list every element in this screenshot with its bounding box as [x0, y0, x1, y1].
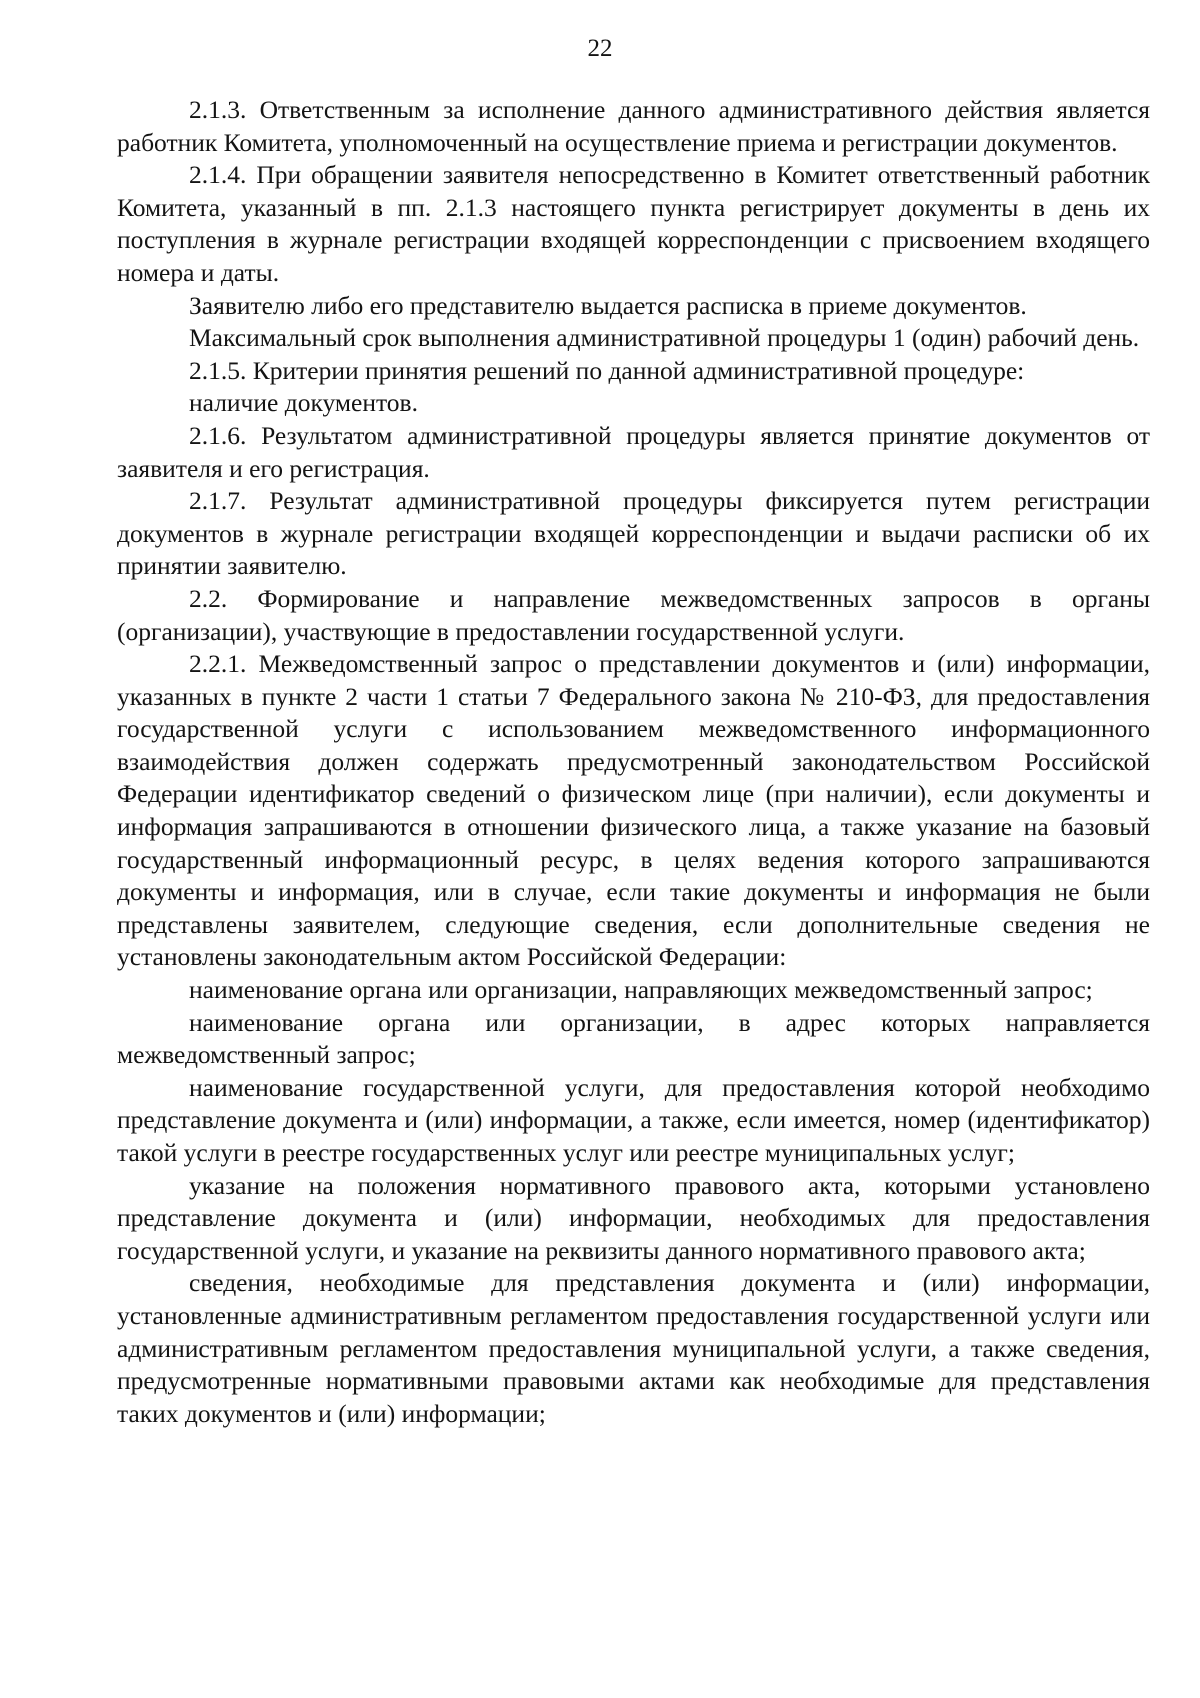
list-item-addressee-body: наименование органа или организации, в адрес которых направляется межведомственный запрос; [117, 1007, 1150, 1070]
paragraph-2-1-7: 2.1.7. Результат административной процедуры фиксируется путем регистрации документов в журнале регистрации входящей корреспонденции и выдачи расписки об их принятии заявителю. [117, 486, 1150, 581]
document-body [117, 94, 1150, 1430]
paragraph-2-2: 2.2. Формирование и направление межведомственных запросов в органы (организации), участвующие в предоставлении государственной услуги. [117, 583, 1150, 646]
paragraph-max-term: Максимальный срок выполнения административной процедуры 1 (один) рабочий день. [189, 323, 1140, 353]
paragraph-2-1-4: 2.1.4. При обращении заявителя непосредственно в Комитет ответственный работник Комитета, указанный в пп. 2.1.3 настоящего пункта регистрирует документы в день их поступления в журнале регистрации входящей корреспонденции с присвоением входящего номера и даты. [117, 160, 1150, 287]
page-number: 22 [587, 35, 613, 62]
list-item-requesting-body: наименование органа или организации, направляющих межведомственный запрос; [189, 975, 1093, 1005]
paragraph-receipt: Заявителю либо его представителю выдается расписка в приеме документов. [189, 290, 1027, 320]
paragraph-2-2-1: 2.2.1. Межведомственный запрос о представлении документов и (или) информации, указанных в пункте 2 части 1 статьи 7 Федерального закона № 210-ФЗ, для предоставления государственной услуги с использованием межведомственного информационного взаимодействия должен содержать предусмотренный законодательством Российской Федерации идентификатор сведений о физическом лице (при наличии), если документы и информация запрашиваются в отношении физического лица, а также указание на базовый государственный информационный ресурс, в целях ведения которого запрашиваются документы и информация, или в случае, если такие документы и информация не были представлены заявителем, следующие сведения, если дополнительные сведения не установлены законодательным актом Российской Федерации: [117, 649, 1150, 972]
list-item-required-info: сведения, необходимые для представления документа и (или) информации, установленные административным регламентом предоставления государственной услуги или административным регламентом предоставления муниципальной услуги, а также сведения, предусмотренные нормативными правовыми актами как необходимые для представления таких документов и (или) информации; [117, 1268, 1150, 1428]
list-item-service-name: наименование государственной услуги, для предоставления которой необходимо представление документа и (или) информации, а также, если имеется, номер (идентификатор) такой услуги в реестре государственных услуг или реестре муниципальных услуг; [117, 1072, 1150, 1167]
list-item-legal-provisions: указание на положения нормативного правового акта, которыми установлено представление документа и (или) информации, необходимых для предоставления государственной услуги, и указание на реквизиты данного нормативного правового акта; [117, 1170, 1150, 1265]
paragraph-criterion: наличие документов. [189, 388, 418, 418]
paragraph-2-1-6: 2.1.6. Результатом административной процедуры является принятие документов от заявителя и его регистрация. [117, 420, 1150, 483]
paragraph-2-1-5: 2.1.5. Критерии принятия решений по данной административной процедуре: [189, 355, 1025, 385]
paragraph-2-1-3: 2.1.3. Ответственным за исполнение данного административного действия является работник Комитета, уполномоченный на осуществление приема и регистрации документов. [117, 95, 1150, 157]
